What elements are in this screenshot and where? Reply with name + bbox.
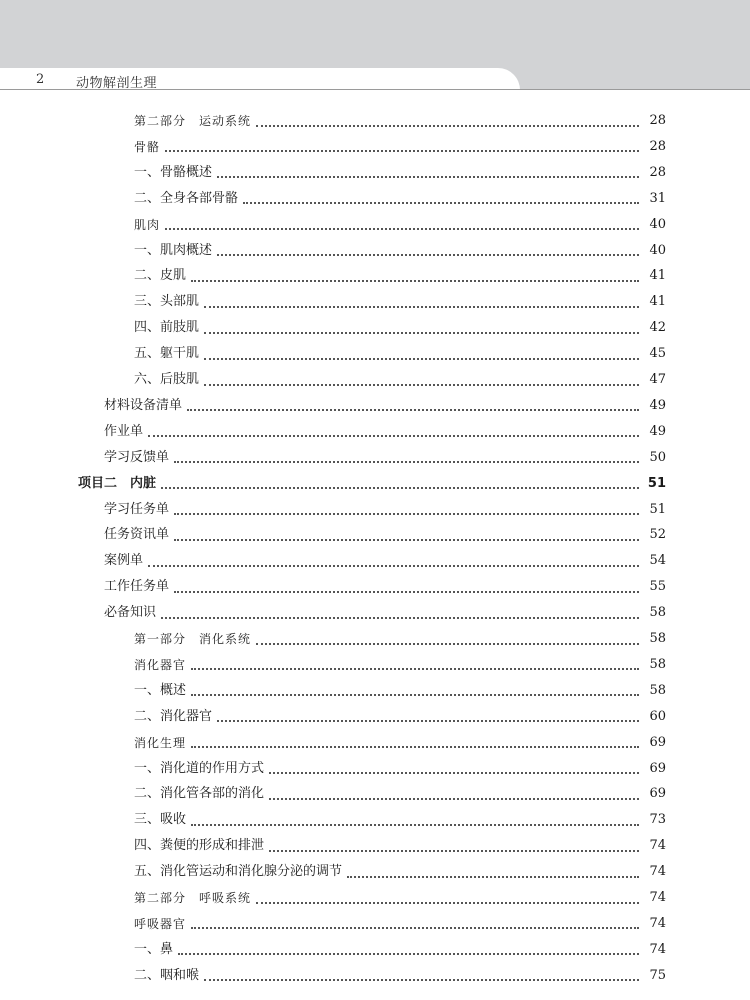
toc-entry-page: 58: [649, 656, 666, 672]
toc-entry-label: 二、消化器官: [134, 708, 213, 724]
toc-entry[interactable]: [134, 163, 666, 183]
toc-entry-page: 69: [649, 734, 666, 750]
dot-leader: [204, 305, 639, 308]
toc-entry-label: 工作任务单: [104, 579, 170, 595]
toc-entry-label: 学习反馈单: [104, 449, 170, 465]
toc-entry-page: 40: [649, 216, 666, 232]
dot-leader: [217, 175, 639, 178]
toc-entry-label: 一、骨骼概述: [134, 164, 213, 180]
toc-entry-page: 41: [649, 294, 666, 310]
toc-entry[interactable]: [134, 784, 666, 804]
toc-entry-label: 第二部分 运动系统: [134, 114, 252, 128]
toc-entry[interactable]: [134, 292, 666, 312]
dot-leader: [204, 357, 639, 360]
toc-entry[interactable]: [104, 603, 666, 623]
toc-entry-page: 51: [649, 501, 666, 517]
toc-entry-page: 49: [649, 423, 666, 439]
toc-entry[interactable]: [104, 551, 666, 571]
toc-entry[interactable]: [134, 215, 666, 235]
toc-entry[interactable]: [134, 888, 666, 908]
dot-leader: [256, 642, 639, 645]
toc-entry[interactable]: [134, 759, 666, 779]
toc-entry[interactable]: [134, 681, 666, 701]
toc-entry-label: 五、消化管运动和消化腺分泌的调节: [134, 864, 343, 880]
toc-entry-page: 51: [647, 475, 666, 491]
toc-entry-page: 41: [649, 268, 666, 284]
toc-entry[interactable]: [104, 422, 666, 442]
toc-entry-label: 材料设备清单: [104, 397, 183, 413]
toc-entry[interactable]: [134, 940, 666, 960]
toc-entry[interactable]: [104, 577, 666, 597]
dot-leader: [204, 331, 639, 334]
toc-entry-label: 消化生理: [134, 735, 187, 750]
toc-entry-page: 69: [649, 760, 666, 776]
toc-entry-label: 六、后肢肌: [134, 372, 200, 387]
toc-entry-page: 75: [649, 967, 666, 983]
dot-leader: [174, 538, 639, 541]
toc-entry-page: 28: [649, 164, 666, 180]
toc-entry[interactable]: [134, 836, 666, 856]
dot-leader: [148, 434, 639, 437]
toc-entry-label: 二、消化管各部的消化: [134, 786, 265, 802]
toc-entry-page: 50: [649, 449, 666, 465]
dot-leader: [256, 901, 639, 904]
toc-entry[interactable]: [134, 914, 666, 934]
dot-leader: [204, 383, 639, 386]
dot-leader: [269, 797, 639, 800]
toc-entry-label: 二、皮肌: [134, 268, 187, 284]
toc-entry[interactable]: [134, 111, 666, 131]
toc-entry-label: 一、消化道的作用方式: [134, 760, 265, 776]
dot-leader: [269, 771, 639, 774]
toc-entry-page: 42: [649, 320, 666, 336]
toc-entry[interactable]: [134, 810, 666, 830]
toc-entry[interactable]: [134, 707, 666, 727]
dot-leader: [191, 667, 639, 670]
toc-entry-page: 28: [649, 113, 666, 128]
toc-entry-label: 四、前肢肌: [134, 320, 200, 336]
dot-leader: [165, 149, 639, 152]
toc-entry-label: 消化器官: [134, 657, 187, 672]
toc-entry[interactable]: [104, 500, 666, 520]
dot-leader: [187, 408, 639, 411]
toc-entry-label: 二、全身各部骨骼: [134, 190, 239, 206]
page-number: 2: [36, 72, 45, 87]
toc-entry-label: 第一部分 消化系统: [134, 632, 252, 646]
toc-entry-page: 58: [649, 631, 666, 646]
toc-entry[interactable]: [104, 396, 666, 416]
toc-entry-label: 二、咽和喉: [134, 967, 200, 983]
dot-leader: [191, 926, 639, 929]
toc-entry-label: 一、肌肉概述: [134, 242, 213, 258]
toc-entry-label: 学习任务单: [104, 501, 170, 517]
toc-entry-label: 第二部分 呼吸系统: [134, 891, 252, 905]
toc-entry-page: 55: [649, 579, 666, 595]
dot-leader: [161, 486, 639, 489]
toc-entry-page: 49: [649, 397, 666, 413]
toc-entry[interactable]: [134, 344, 666, 364]
toc-entry[interactable]: [104, 525, 666, 545]
dot-leader: [256, 124, 639, 127]
toc-entry-page: 58: [649, 605, 666, 621]
toc-entry-page: 69: [649, 786, 666, 802]
toc-entry-page: 31: [649, 190, 666, 206]
dot-leader: [191, 279, 639, 282]
dot-leader: [165, 227, 639, 230]
dot-leader: [204, 978, 639, 981]
toc-entry[interactable]: [134, 318, 666, 338]
toc-entry-page: 54: [649, 553, 666, 569]
toc-entry[interactable]: [134, 370, 666, 390]
toc-entry[interactable]: [134, 655, 666, 675]
dot-leader: [174, 460, 639, 463]
toc-entry-label: 三、头部肌: [134, 294, 200, 310]
toc-entry-page: 52: [649, 527, 666, 543]
dot-leader: [174, 512, 639, 515]
toc-entry-label: 作业单: [104, 423, 144, 439]
toc-entry-label: 一、概述: [134, 682, 187, 698]
toc-entry-page: 60: [649, 708, 666, 724]
toc-entry-label: 骨骼: [134, 139, 161, 154]
toc-entry-label: 必备知识: [104, 605, 157, 621]
toc-entry-page: 73: [649, 812, 666, 828]
toc-entry-label: 呼吸器官: [134, 916, 187, 931]
toc-entry-label: 项目二 内脏: [78, 475, 157, 491]
toc-entry-label: 一、鼻: [134, 941, 174, 957]
toc-entry-label: 四、粪便的形成和排泄: [134, 838, 265, 854]
toc-entry-label: 三、吸收: [134, 812, 187, 828]
toc-entry-page: 58: [649, 682, 666, 698]
dot-leader: [347, 875, 639, 878]
dot-leader: [174, 590, 639, 593]
toc-entry[interactable]: [134, 733, 666, 753]
toc-entry[interactable]: [78, 474, 666, 494]
toc-entry-page: 74: [649, 864, 666, 880]
dot-leader: [191, 823, 639, 826]
dot-leader: [243, 201, 639, 204]
toc-entry-page: 74: [649, 941, 666, 957]
toc-entry[interactable]: [134, 241, 666, 261]
dot-leader: [148, 564, 639, 567]
toc-entry-label: 五、躯干肌: [134, 346, 200, 362]
toc-entry[interactable]: [134, 862, 666, 882]
dot-leader: [161, 616, 639, 619]
dot-leader: [178, 952, 639, 955]
dot-leader: [217, 719, 639, 722]
dot-leader: [191, 693, 639, 696]
toc-entry-label: 案例单: [104, 553, 144, 569]
toc-entry-page: 45: [649, 346, 666, 362]
toc-entry-page: 74: [649, 890, 666, 905]
dot-leader: [217, 253, 639, 256]
toc-entry[interactable]: [134, 629, 666, 649]
toc-entry[interactable]: [134, 189, 666, 209]
toc-entry[interactable]: [134, 137, 666, 157]
toc-entry-label: 肌肉: [134, 217, 161, 232]
toc-entry-page: 28: [649, 138, 666, 154]
book-title: 动物解剖生理: [76, 76, 158, 91]
toc-entry[interactable]: [134, 266, 666, 286]
toc-entry[interactable]: [104, 448, 666, 468]
toc-entry-page: 40: [649, 242, 666, 258]
toc-entry-page: 47: [649, 372, 666, 387]
dot-leader: [269, 849, 639, 852]
toc-entry-page: 74: [649, 915, 666, 931]
toc-entry-label: 任务资讯单: [104, 527, 170, 543]
toc-entry-page: 74: [649, 838, 666, 854]
dot-leader: [191, 745, 639, 748]
toc-entry[interactable]: [134, 966, 666, 986]
